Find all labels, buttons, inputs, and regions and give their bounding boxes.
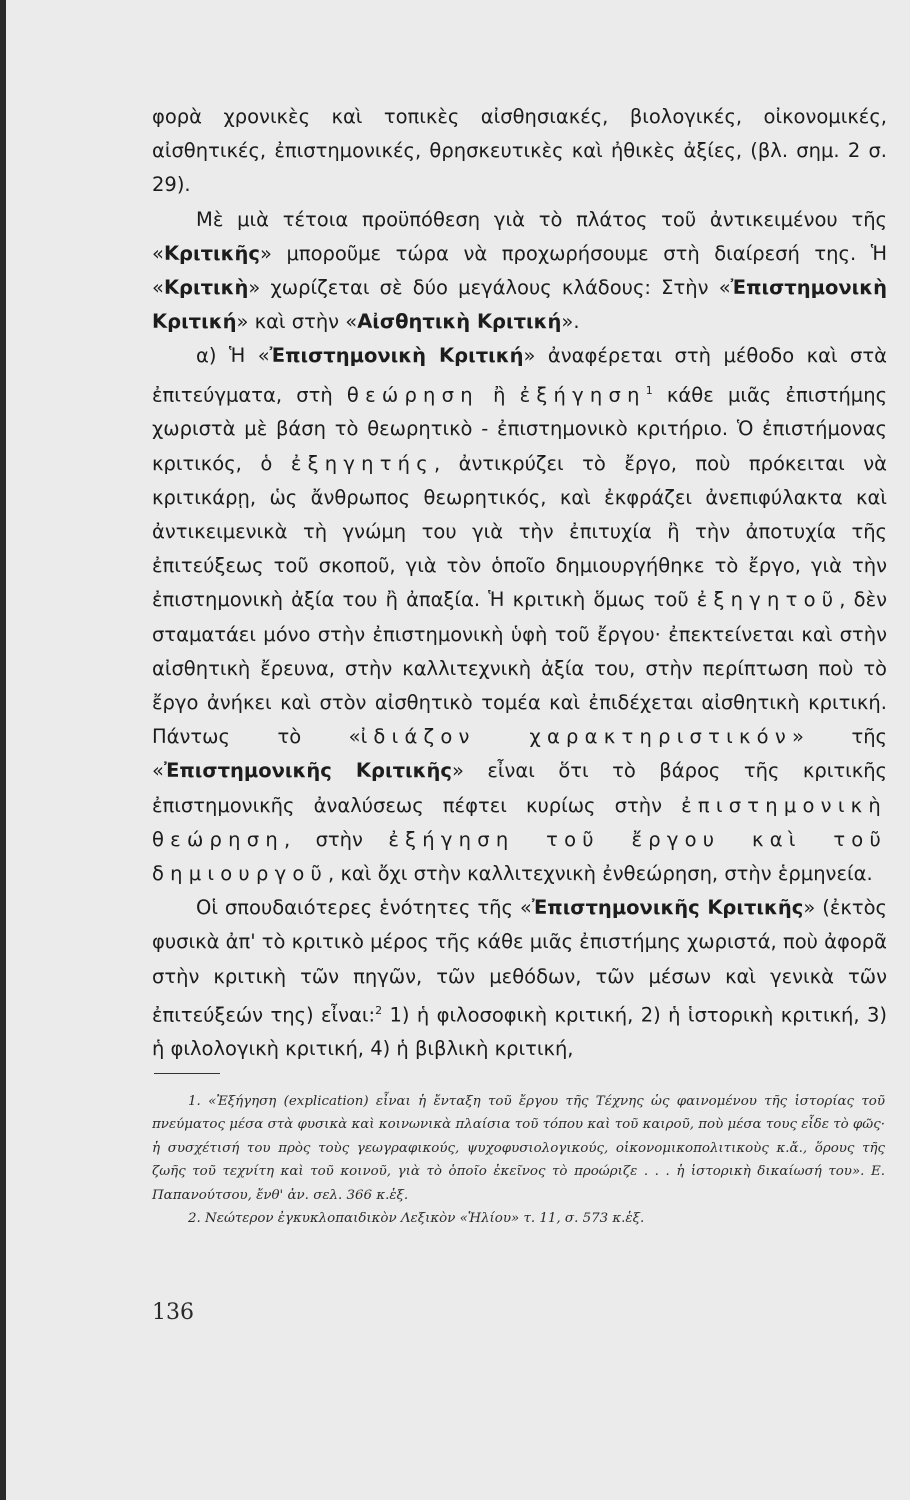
term-aisthitiki-kritiki: Αἰσθητικὴ Κριτική bbox=[357, 310, 562, 334]
p3-text-a: α) Ἡ « bbox=[196, 344, 270, 368]
paragraph-4 bbox=[152, 891, 887, 1067]
spaced-exigitou: ἐξηγητοῦ bbox=[696, 588, 840, 612]
book-page bbox=[6, 0, 910, 1500]
footnote-separator bbox=[154, 1073, 220, 1074]
p4-text-c: » (ἐκτὸς φυσικὰ ἀπ' τὸ κριτικὸ μέρος τῆς κάθε μιᾶς ἐπιστήμης χωριστά, ποὺ ἀφορᾶ στὴν κριτικὴ τῶν πηγῶν, τῶν μεθόδων, τῶν μέσων καὶ γενικὰ τῶν ἐπιτεύξεών της) εἶναι: bbox=[152, 896, 888, 1027]
paragraph-1-text: φορὰ χρονικὲς καὶ τοπικὲς αἰσθησιακές, βιολογικές, οἰκονομικές, αἰσθητικές, ἐπιστημονικές, θρησκευτικὲς καὶ ἠθικὲς ἀξίες, (βλ. σημ. 2 σ. 29). bbox=[152, 105, 887, 197]
p4-text-d: 1) ἡ φιλοσοφικὴ κριτική, 2) ἡ ἱστορικὴ κριτική, 3) ἡ φιλολογικὴ κριτική, 4) ἡ βιβλικὴ κριτική, bbox=[152, 1003, 887, 1061]
p3-text-q: , στὴν bbox=[283, 827, 389, 851]
main-text bbox=[152, 100, 887, 1067]
p2-text-a: Μὲ μιὰ τέτοια προϋπόθεση γιὰ τὸ πλάτος τοῦ ἀντικειμένου τῆς « bbox=[152, 207, 887, 265]
paragraph-3 bbox=[152, 339, 887, 891]
p3-text-i: , ἀντικρύζει τὸ ἔργο, ποὺ πρόκειται νὰ κριτικάρῃ, ὡς ἄνθρωπος θεωρητικός, καὶ ἐκφράζει ἀνεπιφύλακτα καὶ ἀντικειμενικὰ τὴ γνώμη του γιὰ τὴν ἐπιτυχία ἢ τὴν ἀποτυχία τῆς ἐπιτεύξεως τοῦ σκοποῦ, γιὰ τὸν ὁποῖο δημιουργήθηκε τὸ ἔργο, γιὰ τὴν ἐπιστημονικὴ ἀξία του ἢ ἀπαξία. Ἡ κριτικὴ ὅμως τοῦ bbox=[152, 451, 888, 612]
p3-text-m: » τῆς « bbox=[152, 725, 888, 783]
spaced-exigitis: ἐξηγητής bbox=[290, 451, 434, 475]
footnotes bbox=[152, 1090, 885, 1230]
term-epistimoniki-kritiki-2: Ἐπιστημονικὴ Κριτική bbox=[269, 344, 524, 368]
p3-text-s: , καὶ ὄχι στὴν καλλιτεχνικὴ ἐνθεώρηση, στὴν ἑρμηνεία. bbox=[328, 861, 873, 885]
paragraph-1 bbox=[152, 100, 887, 203]
footnote-2 bbox=[152, 1207, 885, 1230]
p3-text-k: , δὲν σταματάει μόνο στὴν ἐπιστημονικὴ ὑφὴ τοῦ ἔργου· ἐπεκτείνεται καὶ στὴν αἰσθητικὴ ἔρευνα, στὴν καλλιτεχνικὴ ἀξία του, στὴν περίπτωση ποὺ τὸ ἔργο ἀνήκει καὶ στὸν αἰσθητικὸ τομέα καὶ ἐπιδέχεται αἰσθητικὴ κριτική. Πάντως τὸ « bbox=[152, 588, 887, 749]
term-epistimoniki-kritiki: Ἐπιστημονικὴ Κριτική bbox=[152, 276, 887, 334]
term-epistimonikis-kritikis-2: Ἐπιστημονικῆς Κριτικῆς bbox=[531, 896, 804, 920]
footnote-ref-2: 2 bbox=[375, 1003, 383, 1017]
p2-text-e: » χωρίζεται σὲ δύο μεγάλους κλάδους: Στὴν « bbox=[248, 276, 731, 300]
spaced-epistimoniki-theorisi: ἐπιστημονικὴ θεώρηση bbox=[152, 793, 887, 851]
p2-text-c: » μποροῦμε τώρα νὰ προχωρήσουμε στὴ διαίρεσή της. Ἡ « bbox=[152, 241, 887, 300]
term-kritiki: Κριτικὴ bbox=[163, 276, 249, 300]
p3-text-e: ἢ bbox=[478, 383, 520, 407]
footnote-1 bbox=[152, 1090, 885, 1207]
p3-text-g: κάθε μιᾶς ἐπιστήμης χωριστὰ μὲ βάση τὸ θεωρητικὸ - ἐπιστημονικὸ κριτήριο. Ὁ ἐπιστήμονας κριτικός, ὁ bbox=[152, 383, 888, 475]
spaced-theorisi: θεώρηση bbox=[346, 383, 479, 407]
p3-text-o: » εἶναι ὅτι τὸ βάρος τῆς κριτικῆς ἐπιστημονικῆς ἀναλύσεως πέφτει κυρίως στὴν bbox=[152, 759, 888, 817]
spaced-exigisi-ergou: ἐξήγηση τοῦ ἔργου καὶ τοῦ δημιουργοῦ bbox=[152, 827, 887, 885]
footnote-2-text: Νεώτερον ἐγκυκλοπαιδικὸν Λεξικὸν «Ἡλίου» τ. 11, σ. 573 κ.ἑξ. bbox=[200, 1211, 645, 1227]
p2-text-i: ». bbox=[561, 310, 580, 334]
spaced-exigisi: ἐξήγηση bbox=[519, 383, 646, 407]
footnote-1-marker: 1. bbox=[188, 1094, 201, 1109]
footnote-1-text: «Ἐξήγηση (explication) εἶναι ἡ ἔνταξη τοῦ ἔργου τῆς Τέχνης ὡς φαινομένου τῆς ἱστορίας τοῦ πνεύματος μέσα στὰ φυσικὰ καὶ κοινωνικὰ πλαίσια τοῦ τόπου καὶ τοῦ καιροῦ, ποὺ μέσα τους εἶδε τὸ φῶς· ἡ συσχέτισή του πρὸς τοὺς γεωγραφικούς, ψυχοφυσιολογικούς, οἰκονομικοπολιτικοὺς κ.ἄ., ὅρους τῆς ζωῆς τοῦ τεχνίτη καὶ τοῦ κοινοῦ, γιὰ τὸ ὁποῖο ἐκεῖνος τὸ προώριζε . . . ἡ ἱστορικὴ δικαίωσή του». Ε. Παπανούτσου, ἔνθ' ἀν. σελ. 366 κ.ἑξ. bbox=[152, 1094, 885, 1203]
footnote-ref-1: 1 bbox=[645, 383, 653, 397]
spaced-idiazon: ἰδιάζον χαρακτηριστικόν bbox=[360, 725, 792, 749]
p2-text-g: » καὶ στὴν « bbox=[236, 310, 358, 334]
footnote-2-marker: 2. bbox=[188, 1211, 201, 1227]
term-epistimonikis-kritikis: Ἐπιστημονικῆς Κριτικῆς bbox=[163, 759, 452, 783]
p3-text-c: » ἀναφέρεται στὴ μέθοδο καὶ στὰ ἐπιτεύγματα, στὴ bbox=[152, 344, 887, 407]
term-kritikis: Κριτικῆς bbox=[163, 241, 260, 265]
p4-text-a: Οἱ σπουδαιότερες ἑνότητες τῆς « bbox=[196, 896, 532, 920]
paragraph-2 bbox=[152, 203, 887, 340]
page-number: 136 bbox=[152, 1300, 194, 1325]
